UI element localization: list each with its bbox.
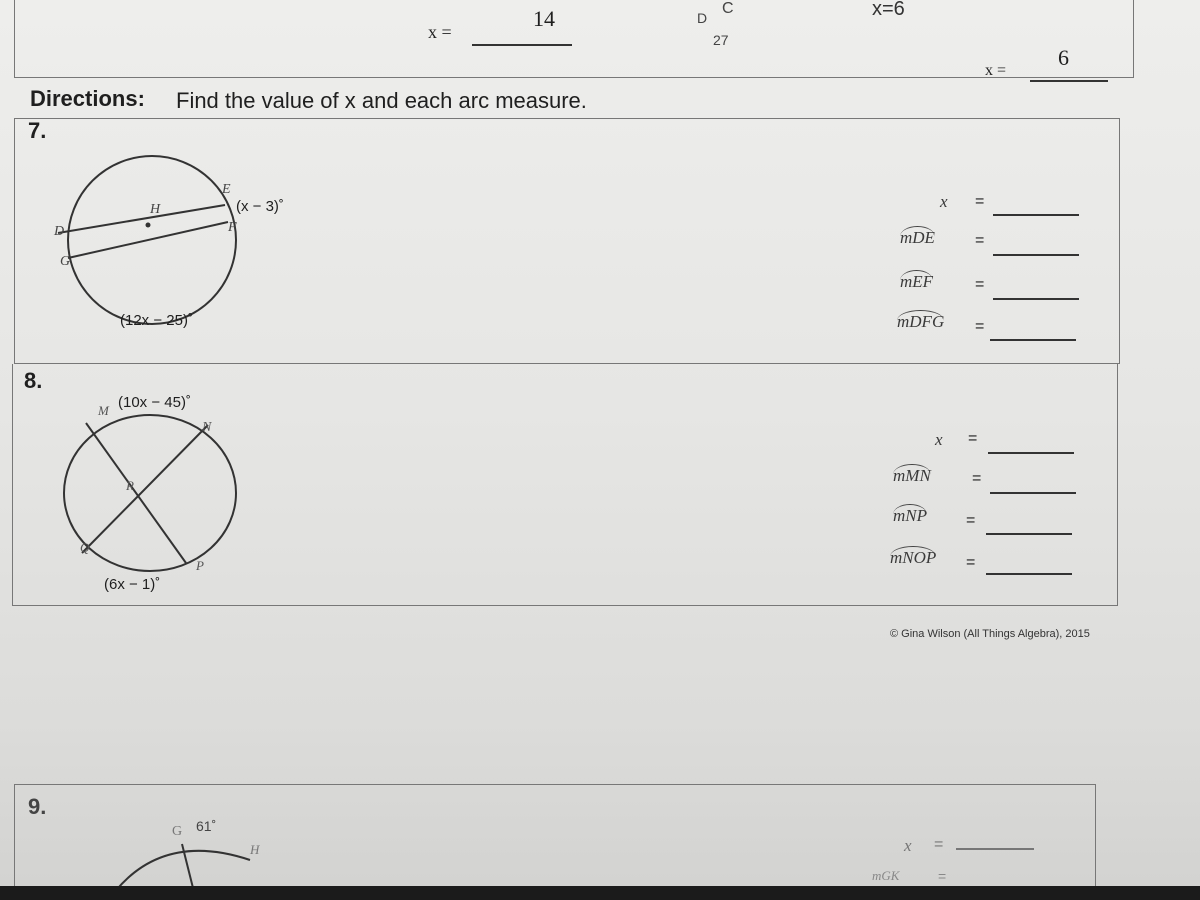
p8-answer-x-label: x [935, 430, 943, 449]
p7-point-h: H [150, 202, 161, 217]
p8-answer-mnp-line[interactable] [986, 533, 1072, 535]
p9-point-g: G [172, 824, 183, 839]
p8-answer-x-eq: = [968, 430, 978, 447]
top-answer-line-right [1030, 80, 1108, 82]
bottom-shadow-band [0, 886, 1200, 900]
p8-point-n: N [202, 420, 212, 435]
problem-8-number: 8. [24, 368, 43, 393]
p7-answer-mde-label: mDE [900, 228, 935, 247]
p8-answer-mmn-eq: = [972, 470, 982, 487]
top-diagram-27: 27 [713, 32, 729, 48]
p7-answer-mde-line[interactable] [993, 254, 1079, 256]
p7-answer-mdfg-line[interactable] [990, 339, 1076, 341]
p9-answer-x-label: x [904, 836, 912, 855]
p8-answer-mnop-label: mNOP [890, 548, 937, 567]
p9-point-h: H [250, 842, 260, 857]
p7-point-e: E [222, 182, 231, 197]
copyright-notice: © Gina Wilson (All Things Algebra), 2015 [890, 628, 1090, 640]
top-value-14: 14 [533, 6, 555, 31]
p7-answer-x-label: x [940, 192, 948, 211]
top-diagram-c: C [722, 0, 734, 17]
problem-7-number: 7. [28, 118, 47, 143]
top-value-6: 6 [1058, 45, 1069, 70]
p8-answer-mnop-eq: = [966, 554, 976, 571]
top-x-label-right: x = [985, 62, 1007, 79]
p7-answer-mef-eq: = [975, 276, 985, 293]
p7-arc-bottom: (12x − 25)˚ [120, 312, 193, 329]
p9-arc: 61˚ [196, 818, 217, 834]
top-handwritten-x6: x=6 [872, 0, 905, 20]
directions-text: Find the value of x and each arc measure. [176, 88, 587, 113]
p9-answer-x-eq: = [934, 836, 944, 853]
directions-label: Directions: [30, 86, 145, 111]
p7-point-f: F [228, 220, 237, 235]
problem-8-circle-diagram [60, 405, 260, 585]
problem-7-circle-diagram [40, 150, 300, 370]
p7-point-d: D [54, 224, 65, 239]
p8-answer-x-line[interactable] [988, 452, 1074, 454]
p7-answer-mef-line[interactable] [993, 298, 1079, 300]
p8-point-p: P [196, 558, 204, 573]
p8-answer-mnp-eq: = [966, 512, 976, 529]
p8-arc-bottom: (6x − 1)˚ [104, 576, 161, 593]
p8-answer-mmn-line[interactable] [990, 492, 1076, 494]
p8-answer-mmn-label: mMN [893, 466, 931, 485]
p7-answer-x-line[interactable] [993, 214, 1079, 216]
p8-point-m: M [98, 403, 109, 418]
top-x-label-left: x = [428, 22, 452, 42]
p8-point-r: R [126, 478, 134, 493]
p9-answer-x-line[interactable] [956, 848, 1034, 850]
p8-answer-mnop-line[interactable] [986, 573, 1072, 575]
top-diagram-d: D [697, 10, 708, 26]
p8-arc-top: (10x − 45)˚ [118, 394, 191, 411]
previous-problem-box [14, 0, 1134, 78]
top-answer-line-left [472, 44, 572, 46]
p7-answer-mef-label: mEF [900, 272, 934, 291]
p8-answer-mnp-label: mNP [893, 506, 927, 525]
p7-arc-top: (x − 3)˚ [236, 198, 284, 215]
p7-answer-mde-eq: = [975, 232, 985, 249]
p7-point-g: G [60, 254, 71, 269]
p9-answer-m-label: mGK [872, 868, 900, 883]
p8-point-q: Q [80, 540, 90, 555]
p9-answer-m-eq: = [938, 868, 947, 884]
p7-answer-x-eq: = [975, 193, 985, 210]
problem-9-number: 9. [28, 794, 47, 819]
p7-answer-mdfg-eq: = [975, 318, 985, 335]
p7-answer-mdfg-label: mDFG [897, 312, 945, 331]
